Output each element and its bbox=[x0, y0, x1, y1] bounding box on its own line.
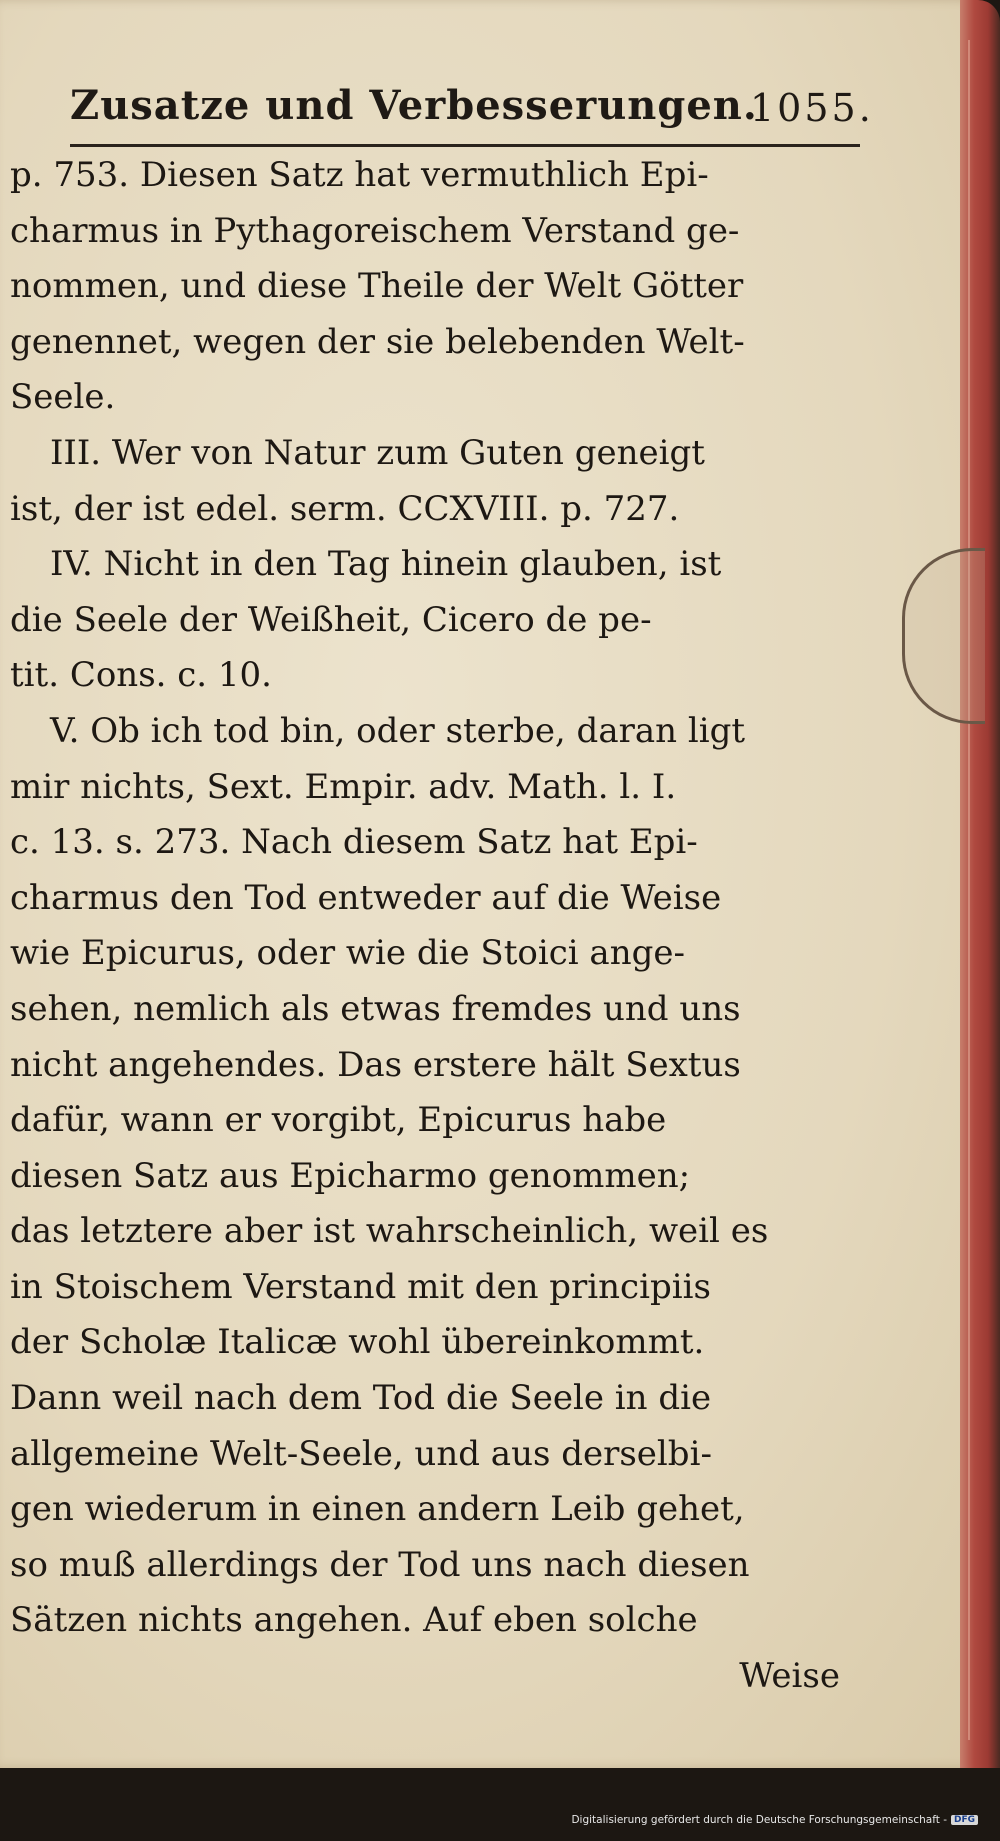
text-line: nicht angehendes. Das erstere hält Sextus bbox=[10, 1044, 741, 1085]
header-rule bbox=[70, 144, 860, 147]
text-line: Seele. bbox=[10, 377, 116, 418]
text-line: diesen Satz aus Epicharmo genommen; bbox=[10, 1155, 691, 1196]
text-line: tit. Cons. c. 10. bbox=[10, 655, 272, 696]
text-line: nommen, und diese Theile der Welt Götter bbox=[10, 266, 744, 307]
text-line: dafür, wann er vorgibt, Epicurus habe bbox=[10, 1100, 667, 1141]
text-line: das letztere aber ist wahrscheinlich, weil es bbox=[10, 1211, 769, 1252]
text-line: Dann weil nach dem Tod die Seele in die bbox=[10, 1378, 712, 1419]
text-line: III. Wer von Natur zum Guten geneigt bbox=[50, 432, 705, 473]
text-line: allgemeine Welt-Seele, und aus derselbi- bbox=[10, 1433, 712, 1474]
body-text bbox=[10, 148, 850, 1705]
text-line: der Scholæ Italicæ wohl übereinkommt. bbox=[10, 1322, 705, 1363]
running-title: Zusatze und Verbesserungen. bbox=[70, 82, 758, 129]
text-line: gen wiederum in einen andern Leib gehet, bbox=[10, 1489, 745, 1530]
text-line: in Stoischem Verstand mit den principiis bbox=[10, 1266, 711, 1307]
text-line: Sätzen nichts angehen. Auf eben solche bbox=[10, 1600, 698, 1641]
text-line: IV. Nicht in den Tag hinein glauben, ist bbox=[50, 544, 722, 585]
page-edge-highlight bbox=[968, 40, 970, 1740]
page-edge bbox=[960, 0, 1000, 1768]
footer-bar bbox=[0, 1768, 1000, 1841]
page-number: 1055. bbox=[750, 86, 874, 130]
text-line: wie Epicurus, oder wie die Stoici ange- bbox=[10, 933, 685, 974]
text-line: charmus in Pythagoreischem Verstand ge- bbox=[10, 210, 740, 251]
dfg-logo: DFG bbox=[951, 1815, 978, 1825]
text-line: ist, der ist edel. serm. CCXVIII. p. 727. bbox=[10, 488, 680, 529]
text-line: so muß allerdings der Tod uns nach diesen bbox=[10, 1544, 750, 1585]
text-line: die Seele der Weißheit, Cicero de pe- bbox=[10, 599, 652, 640]
text-line: sehen, nemlich als etwas fremdes und uns bbox=[10, 988, 741, 1029]
text-line: charmus den Tod entweder auf die Weise bbox=[10, 877, 722, 918]
text-line: mir nichts, Sext. Empir. adv. Math. l. I. bbox=[10, 766, 677, 807]
catchword: Weise bbox=[739, 1656, 840, 1697]
running-header bbox=[70, 82, 874, 142]
text-line: p. 753. Diesen Satz hat vermuthlich Epi- bbox=[10, 155, 709, 195]
funding-credit bbox=[571, 1814, 978, 1826]
funding-credit-text: Digitalisierung gefördert durch die Deutsche Forschungsgemeinschaft - bbox=[571, 1814, 947, 1826]
text-line: genennet, wegen der sie belebenden Welt- bbox=[10, 321, 745, 362]
text-line: c. 13. s. 273. Nach diesem Satz hat Epi- bbox=[10, 822, 698, 863]
text-line: V. Ob ich tod bin, oder sterbe, daran ligt bbox=[50, 710, 745, 751]
